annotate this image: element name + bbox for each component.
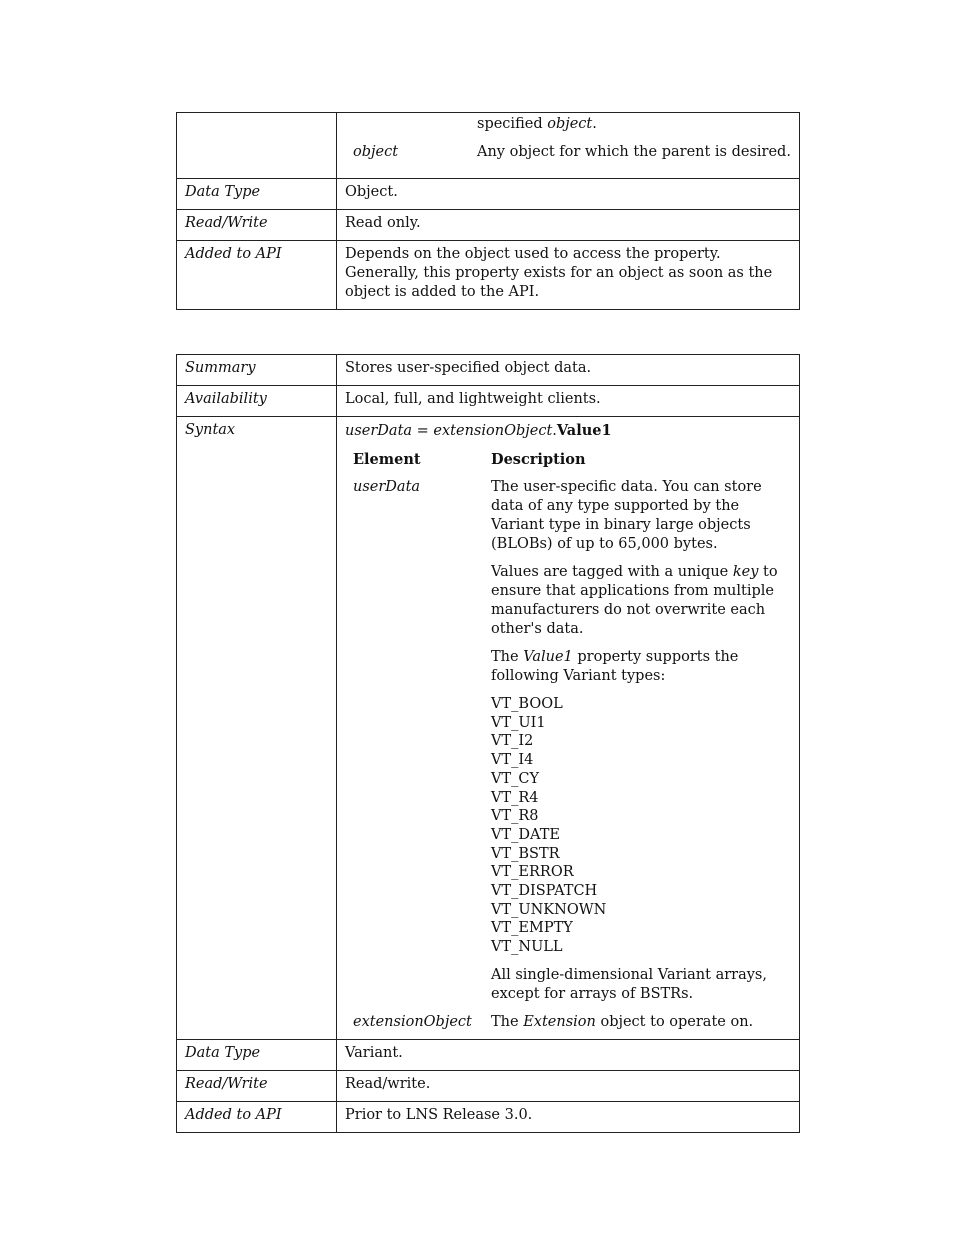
continued-row bbox=[345, 115, 791, 143]
element-row-extensionobject bbox=[345, 1013, 791, 1032]
parent-property-table bbox=[176, 112, 800, 310]
description-paragraph: Values are tagged with a unique key to ensure that applications from multiple manufacturers do not overwrite each other's data. bbox=[491, 564, 778, 637]
row-label: Data Type bbox=[177, 179, 337, 210]
variant-type-list bbox=[491, 695, 791, 957]
row-label: Summary bbox=[177, 355, 337, 386]
row-label: Added to API bbox=[177, 1101, 337, 1132]
row-label: Read/Write bbox=[177, 210, 337, 241]
element-row-userdata bbox=[345, 478, 791, 1013]
row-value: Read only. bbox=[337, 210, 800, 241]
summary-row bbox=[177, 355, 800, 386]
variant-type: VT_DISPATCH bbox=[491, 883, 598, 900]
read-write-row bbox=[177, 1070, 800, 1101]
row-label: Read/Write bbox=[177, 1070, 337, 1101]
availability-row bbox=[177, 386, 800, 417]
data-type-row bbox=[177, 179, 800, 210]
row-value: Object. bbox=[337, 179, 800, 210]
variant-type: VT_I4 bbox=[491, 752, 534, 769]
element-table bbox=[345, 450, 791, 1032]
variant-type: VT_UI1 bbox=[491, 714, 546, 731]
row-value: Local, full, and lightweight clients. bbox=[337, 386, 800, 417]
syntax-continued-cell bbox=[337, 113, 800, 179]
continued-text: specified object. bbox=[477, 116, 597, 132]
variant-type: VT_R4 bbox=[491, 789, 539, 806]
variant-type: VT_CY bbox=[491, 770, 540, 787]
variant-type: VT_ERROR bbox=[491, 864, 574, 881]
syntax-continued-row bbox=[177, 113, 800, 179]
variant-type: VT_DATE bbox=[491, 826, 560, 843]
value1-property-table bbox=[176, 354, 800, 1133]
description-paragraph: The Value1 property supports the following Variant types: bbox=[491, 649, 739, 684]
row-label: Availability bbox=[177, 386, 337, 417]
element-description bbox=[491, 478, 791, 1013]
row-value: Variant. bbox=[337, 1039, 800, 1070]
syntax-cell bbox=[337, 417, 800, 1040]
element-table-header bbox=[345, 450, 791, 478]
row-label: Added to API bbox=[177, 241, 337, 310]
row-value: Depends on the object used to access the property. Generally, this property exists for an object as soon as the object is added to the API. bbox=[337, 241, 800, 310]
row-label: Syntax bbox=[177, 417, 337, 1040]
row-label: Data Type bbox=[177, 1039, 337, 1070]
element-name: object bbox=[353, 144, 399, 160]
syntax-line: userData = extensionObject.Value1 bbox=[345, 422, 612, 439]
variant-type: VT_R8 bbox=[491, 808, 539, 825]
description-paragraph: The user-specific data. You can store data of any type supported by the Variant type in binary large objects (BLOBs) of up to 65,000 bytes. bbox=[491, 479, 762, 552]
variant-type: VT_BSTR bbox=[491, 845, 560, 862]
element-row-object bbox=[345, 143, 791, 171]
variant-type: VT_EMPTY bbox=[491, 920, 573, 937]
element-table bbox=[345, 115, 791, 171]
row-value: Stores user-specified object data. bbox=[337, 355, 800, 386]
data-type-row bbox=[177, 1039, 800, 1070]
added-to-api-row bbox=[177, 1101, 800, 1132]
variant-type: VT_I2 bbox=[491, 733, 534, 750]
read-write-row bbox=[177, 210, 800, 241]
element-description: The Extension object to operate on. bbox=[491, 1013, 754, 1030]
empty-label-cell bbox=[177, 113, 337, 179]
description-header: Description bbox=[491, 451, 586, 468]
element-description: Any object for which the parent is desired. bbox=[477, 144, 791, 160]
element-header: Element bbox=[353, 451, 421, 468]
variant-type: VT_BOOL bbox=[491, 696, 563, 712]
element-name: extensionObject bbox=[353, 1013, 472, 1030]
row-value: Prior to LNS Release 3.0. bbox=[337, 1101, 800, 1132]
element-name: userData bbox=[353, 479, 421, 495]
added-to-api-row bbox=[177, 241, 800, 310]
variant-type: VT_UNKNOWN bbox=[491, 901, 607, 918]
description-paragraph: All single-dimensional Variant arrays, except for arrays of BSTRs. bbox=[491, 966, 767, 1002]
variant-type: VT_NULL bbox=[491, 939, 563, 956]
row-value: Read/write. bbox=[337, 1070, 800, 1101]
syntax-row bbox=[177, 417, 800, 1040]
